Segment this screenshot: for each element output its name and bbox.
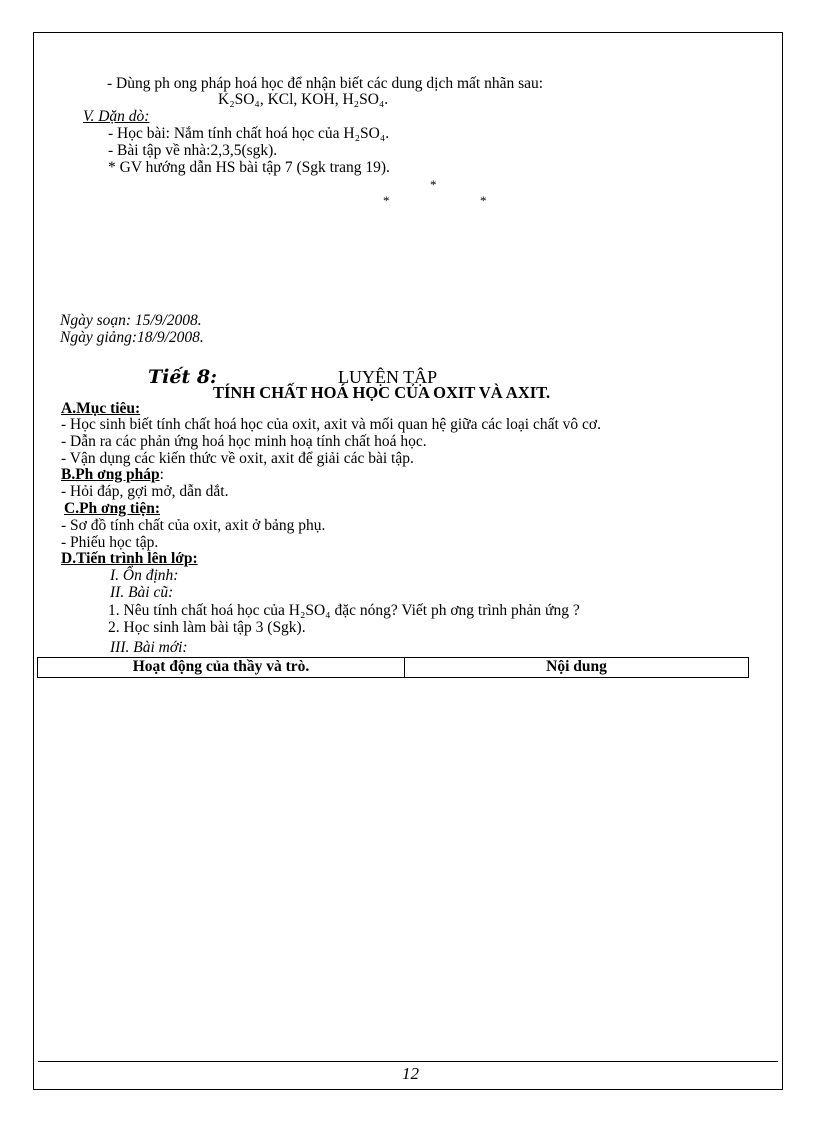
section-v-heading: V. Dặn dò: bbox=[83, 108, 150, 125]
method-1: - Hỏi đáp, gợi mở, dẫn dắt. bbox=[61, 483, 229, 500]
objective-2: - Dẫn ra các phản ứng hoá học minh hoạ tính chất hoá học. bbox=[61, 433, 427, 450]
footer-divider bbox=[38, 1061, 778, 1062]
page-number: 12 bbox=[402, 1064, 419, 1083]
homework-line-1: - Học bài: Nắm tính chất hoá học của H₂SO₄. bbox=[108, 125, 390, 142]
means-2: - Phiếu học tập. bbox=[61, 534, 159, 551]
section-d-heading: D.Tiến trình lên lớp: bbox=[61, 550, 198, 567]
lesson-title: LUYỆN TẬP bbox=[338, 367, 438, 387]
section-b-colon: : bbox=[159, 466, 164, 483]
separator-star-left: * bbox=[383, 193, 390, 208]
review-question-2: 2. Học sinh làm bài tập 3 (Sgk). bbox=[108, 619, 306, 636]
homework-line-2: - Bài tập về nhà:2,3,5(sgk). bbox=[108, 142, 278, 159]
separator-star-right: * bbox=[480, 193, 487, 208]
step-2-old-lesson: II. Bài cũ: bbox=[110, 584, 174, 601]
objective-1: - Học sinh biết tính chất hoá học của oxit, axit và mối quan hệ giữa các loại chất vô cơ. bbox=[61, 416, 601, 433]
lesson-subtitle: TÍNH CHẤT HOÁ HỌC CỦA OXIT VÀ AXIT. bbox=[213, 383, 551, 402]
section-a-heading: A.Mục tiêu: bbox=[61, 400, 141, 417]
date-taught: Ngày giảng:18/9/2008. bbox=[60, 329, 204, 346]
homework-line-3: * GV hướng dẫn HS bài tập 7 (Sgk trang 19). bbox=[108, 159, 390, 176]
review-question-1: 1. Nêu tính chất hoá học của H₂SO₄ đặc nóng? Viết ph ơng trình phản ứng ? bbox=[108, 602, 580, 619]
step-1-stabilize: I. Ổn định: bbox=[110, 567, 179, 584]
table-header-content: Nội dung bbox=[405, 658, 749, 678]
means-1: - Sơ đồ tính chất của oxit, axit ở bảng phụ. bbox=[61, 517, 326, 534]
lesson-number: Tiết 8: bbox=[148, 366, 218, 388]
formula-list: K₂SO₄, KCl, KOH, H₂SO₄. bbox=[218, 91, 389, 108]
table-header-row bbox=[38, 658, 749, 678]
objective-3: - Vận dụng các kiến thức về oxit, axit để giải các bài tập. bbox=[61, 450, 414, 467]
step-3-new-lesson: III. Bài mới: bbox=[110, 639, 188, 656]
separator-star-top: * bbox=[430, 177, 437, 192]
section-c-heading: C.Ph ơng tiện: bbox=[64, 500, 160, 517]
section-b-heading bbox=[61, 467, 164, 483]
table-header-activities: Hoạt động của thầy và trò. bbox=[38, 658, 405, 678]
section-b-title: B.Ph ơng pháp bbox=[61, 466, 160, 483]
identify-instruction: - Dùng ph ong pháp hoá học để nhận biết các dung dịch mất nhãn sau: bbox=[107, 75, 544, 92]
date-prepared: Ngày soạn: 15/9/2008. bbox=[60, 312, 202, 329]
activity-table bbox=[37, 657, 749, 678]
